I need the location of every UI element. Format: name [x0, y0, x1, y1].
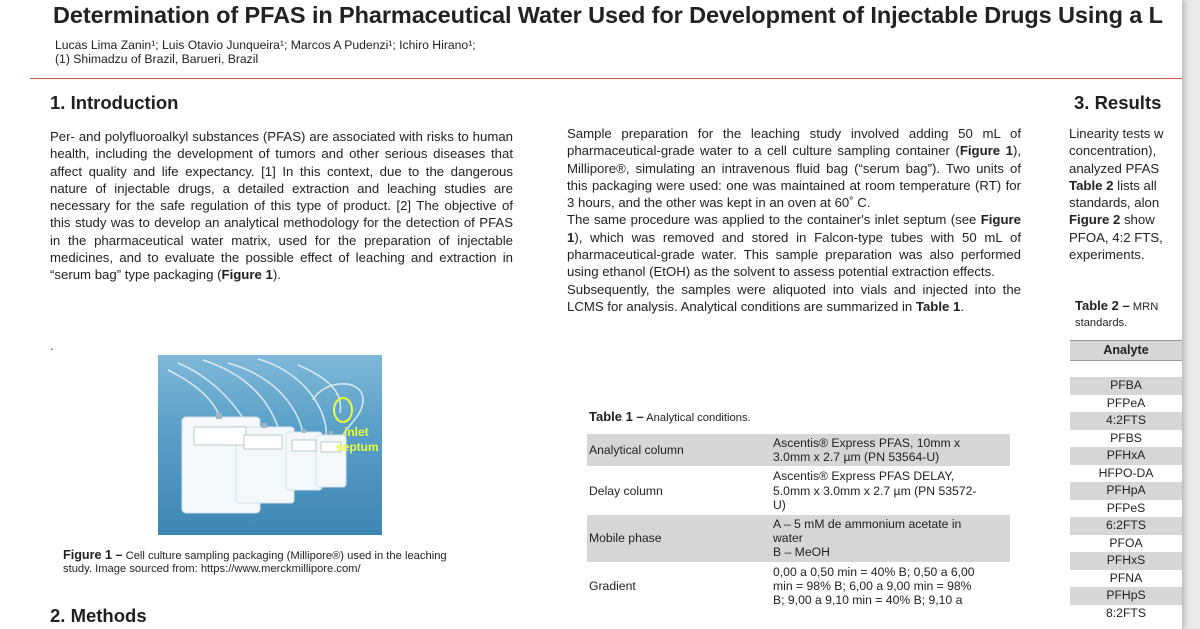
table-1-value — [767, 515, 1010, 563]
results-text-run: standards, alon — [1069, 195, 1160, 211]
results-line — [1069, 125, 1182, 142]
introduction-text-run: ). — [272, 267, 281, 283]
table-2-analyte-row: 8:2FTS — [1106, 605, 1146, 620]
table-1-value — [767, 562, 1010, 610]
table-1-caption-text: Analytical conditions. — [643, 412, 751, 424]
methods-p1-text-run: Figure 1 — [959, 143, 1013, 159]
methods-text — [567, 125, 1021, 315]
results-text-run: lists all — [1113, 177, 1157, 193]
methods-paragraph-1 — [567, 125, 1021, 211]
results-text-run: show — [1120, 212, 1155, 228]
table-2-analyte-row: PFHxS — [1070, 552, 1182, 570]
table-1-value-line: Ascentis® Express PFAS, 10mm x — [773, 436, 961, 450]
table-2-caption — [1075, 298, 1158, 313]
mrm-analytes-table — [1070, 340, 1182, 622]
table-1-value-line: 0,00 a 0,50 min = 40% B; 0,50 a 6,00 — [773, 564, 975, 579]
figure-1-caption-lead: Figure 1 – — [63, 548, 123, 562]
table-2-analyte-row: PFBA — [1070, 377, 1182, 395]
table-2-analyte-row: PFPeA — [1106, 395, 1146, 410]
results-line — [1069, 160, 1182, 177]
introduction-heading: 1. Introduction — [50, 92, 179, 113]
results-line — [1069, 246, 1182, 263]
table-2-analyte-row: HFPO-DA — [1098, 465, 1154, 480]
results-line — [1069, 177, 1182, 194]
table-1-parameter: Mobile phase — [587, 515, 767, 563]
table-1-row — [587, 434, 1010, 467]
results-text-run: concentration), — [1069, 143, 1157, 159]
figure-1-caption-text: Cell culture sampling packaging (Millipore®) used in the leaching — [122, 550, 447, 562]
poster-title: Determination of PFAS in Pharmaceutical Water Used for Development of Injectable Drugs Using a L — [53, 2, 1163, 28]
table-1-value-line: B; 9,00 a 9,10 min = 40% B; 9,10 a — [773, 593, 963, 608]
table-2-caption-text: MRN — [1129, 301, 1159, 313]
table-1-value — [767, 434, 1010, 467]
results-line — [1069, 194, 1182, 211]
analytical-conditions-table — [587, 434, 1010, 610]
table-1-value — [767, 467, 1010, 515]
table-1-value-line: water — [773, 531, 803, 546]
methods-p3-text-run: Table 1 — [915, 298, 961, 314]
header-divider — [30, 78, 1182, 79]
introduction-text-run: Figure 1 — [221, 267, 273, 283]
results-text-run: experiments. — [1069, 247, 1145, 263]
introduction-paragraph — [50, 128, 513, 284]
table-1-value-line: min = 98% B; 6,00 a 9,00 min = 98% — [773, 578, 972, 593]
table-2-caption-lead: Table 2 – — [1075, 298, 1130, 313]
results-text-run: Linearity tests w — [1069, 126, 1164, 141]
table-1-caption-lead: Table 1 – — [589, 409, 644, 424]
table-2-analyte-row: PFNA — [1109, 570, 1143, 585]
table-2-analyte-row: PFHpS — [1070, 587, 1182, 605]
table-1-row — [587, 562, 1010, 610]
figure-1-image — [158, 355, 382, 535]
methods-p3-text-run: Subsequently, the samples were aliquoted into vials and injected into the LCMS for analysis. Analytical conditions are summarized in — [567, 281, 1021, 314]
table-1-parameter: Analytical column — [587, 434, 767, 467]
results-text-run: Figure 2 — [1069, 212, 1121, 228]
table-2-analyte-row: PFBS — [1110, 430, 1142, 445]
table-2-analyte-row: PFHxA — [1070, 447, 1182, 465]
table-2-caption-line2: standards. — [1075, 317, 1128, 329]
table-2-analyte-row: 6:2FTS — [1070, 517, 1182, 535]
table-2-analyte-row: PFHpA — [1070, 482, 1182, 500]
table-1-value-line: Ascentis® Express PFAS DELAY, — [773, 469, 955, 484]
results-heading: 3. Results — [1074, 92, 1162, 113]
methods-heading: 2. Methods — [50, 605, 147, 626]
results-line — [1069, 211, 1182, 228]
table-2-spacer — [1070, 361, 1182, 377]
authors-line: Lucas Lima Zanin¹; Luis Otavio Junqueira¹; Marcos A Pudenzi¹; Ichiro Hirano¹; — [55, 38, 476, 52]
stray-dot: . — [50, 338, 54, 353]
table-1-row — [587, 467, 1010, 515]
table-2-analyte-row: PFPeS — [1106, 500, 1146, 515]
table-1-parameter: Delay column — [587, 467, 767, 515]
table-1-value-line: U) — [773, 497, 786, 512]
introduction-text-run: Per- and polyfluoroalkyl substances (PFAS) are associated with risks to human health, including the development of tumors and other serious diseases that affect quality and life expectancy. [1] In this context, due to the dangerous nature of injectable drugs, a detailed extraction and leaching studies are necessary for the safe regulation of this type of product. [2] The objective of this study was to develop an analytical methodology for the detection of PFAS in the pharmaceutical water matrix, used for the preparation of injectable medicines, and to evaluate the possible effect of leaching and extraction in “serum bag” type packaging ( — [50, 129, 513, 283]
methods-p1-text-run: Sample preparation for the leaching study involved adding 50 mL of pharmaceutical-grade water to a cell culture sampling container ( — [567, 126, 1021, 159]
methods-p2-text-run: Figure 1 — [567, 212, 1021, 245]
septum-label: septum — [336, 440, 379, 454]
table-1-value-line: A – 5 mM de ammonium acetate in — [773, 517, 962, 532]
table-2-analyte-row: 4:2FTS — [1070, 412, 1182, 430]
table-2-analyte-row: PFOA — [1109, 535, 1143, 550]
results-text-run: Table 2 — [1069, 177, 1114, 193]
inlet-label: inlet — [344, 425, 369, 439]
author-block — [55, 38, 476, 66]
methods-paragraph-2 — [567, 211, 1021, 280]
table-1-caption — [589, 409, 751, 424]
results-line — [1069, 229, 1182, 246]
methods-p1-text-run: ), Millipore®, simulating an intravenous fluid bag (“serum bag”). Two units of this packaging were used: one was maintained at room temperature (RT) for 3 hours, and the other was kept in an oven at 60˚ C. — [567, 143, 1021, 211]
results-text-run: PFOA, 4:2 FTS, — [1069, 229, 1163, 245]
methods-p3-text-run: . — [960, 298, 965, 314]
table-2-header-analyte: Analyte — [1070, 340, 1182, 361]
results-text-run: analyzed PFAS — [1069, 160, 1160, 176]
methods-p2-text-run: ), which was removed and stored in Falcon-type tubes with 50 mL of pharmaceutical-grade water. This sample preparation was also performed using ethanol (EtOH) as the solvent to assess potential extraction effects. — [567, 229, 1021, 280]
results-line — [1069, 142, 1182, 159]
figure-1-caption — [63, 549, 447, 576]
table-1-row — [587, 515, 1010, 563]
table-1-value-line: B – MeOH — [773, 545, 830, 560]
affiliation-line: (1) Shimadzu of Brazil, Barueri, Brazil — [55, 52, 259, 66]
table-1-value-line: 3.0mm x 2.7 µm (PN 53564-U) — [773, 450, 940, 465]
table-1-value-line: 5.0mm x 3.0mm x 2.7 µm (PN 53572- — [773, 483, 977, 498]
results-paragraph — [1069, 125, 1182, 263]
figure-1-caption-source: study. Image sourced from: https://www.merckmillipore.com/ — [63, 563, 361, 575]
methods-p2-text-run: The same procedure was applied to the container's inlet septum (see — [567, 212, 981, 228]
table-1-parameter: Gradient — [587, 562, 767, 610]
methods-paragraph-3 — [567, 281, 1021, 316]
